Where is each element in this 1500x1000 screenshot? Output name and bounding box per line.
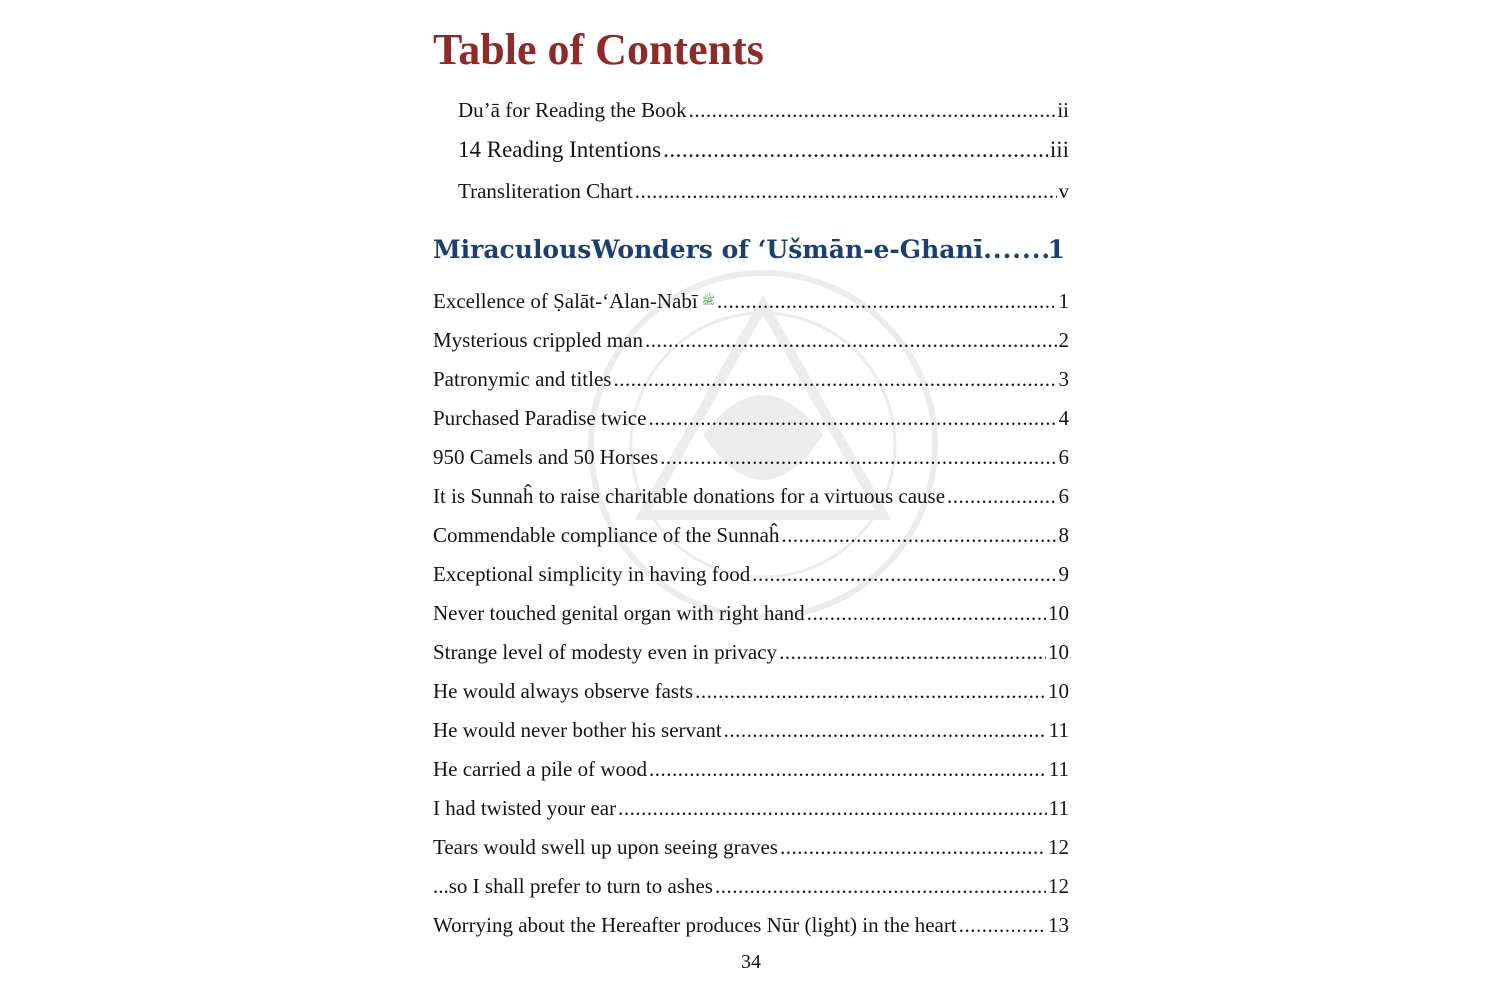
- dot-leader: [947, 481, 1056, 511]
- dot-leader: [807, 598, 1046, 628]
- dot-leader: [752, 559, 1056, 589]
- dot-leader: [780, 832, 1046, 862]
- toc-entry-label: Never touched genital organ with right hand: [433, 601, 805, 625]
- chapter-page-number: 1: [1047, 235, 1065, 264]
- toc-page-number: 6: [1058, 445, 1069, 469]
- toc-entry-label: Patronymic and titles: [433, 367, 612, 391]
- dot-leader: [663, 135, 1048, 165]
- toc-page-number: 2: [1058, 328, 1069, 352]
- toc-entry-label: Worrying about the Hereafter produces Nūr (light) in the heart: [433, 913, 957, 937]
- toc-page-number: 9: [1058, 562, 1069, 586]
- toc-chapter-heading[interactable]: [433, 232, 1065, 268]
- page-title: Table of Contents: [433, 25, 764, 74]
- toc-entry[interactable]: [433, 442, 1069, 472]
- toc-entry-label: Du’ā for Reading the Book: [458, 98, 687, 122]
- toc-entry-label: He would never bother his servant: [433, 718, 722, 742]
- dot-leader: [649, 754, 1047, 784]
- toc-entry[interactable]: [433, 325, 1069, 355]
- toc-page-number: 11: [1048, 796, 1069, 820]
- dot-leader: [695, 676, 1046, 706]
- toc-entry-label: Strange level of modesty even in privacy: [433, 640, 778, 664]
- toc-entry-intentions[interactable]: [458, 135, 1069, 165]
- toc-entry-label: He would always observe fasts: [433, 679, 694, 703]
- toc-entry[interactable]: [433, 520, 1069, 550]
- toc-entry[interactable]: [433, 832, 1069, 862]
- toc-entry-label: ...so I shall prefer to turn to ashes: [433, 874, 713, 898]
- toc-page-number: ii: [1057, 98, 1069, 122]
- toc-entry-label: Mysterious crippled man: [433, 328, 643, 352]
- toc-page-number: 12: [1048, 874, 1069, 898]
- toc-page-number: 10: [1048, 640, 1069, 664]
- dot-leader: [779, 637, 1046, 667]
- toc-entry[interactable]: [433, 871, 1069, 901]
- toc-entry[interactable]: [433, 754, 1069, 784]
- dot-leader: [959, 910, 1046, 940]
- dot-leader: [660, 442, 1056, 472]
- toc-entry-label: Exceptional simplicity in having food: [433, 562, 751, 586]
- dot-leader: [717, 286, 1056, 316]
- toc-entry[interactable]: [433, 637, 1069, 667]
- toc-entry[interactable]: [433, 598, 1069, 628]
- salawat-icon: ﷺ: [701, 294, 716, 307]
- toc-page-number: 8: [1058, 523, 1069, 547]
- dot-leader: [635, 176, 1057, 206]
- toc-entry-label: 14 Reading Intentions: [458, 137, 662, 162]
- toc-entry-label: Purchased Paradise twice: [433, 406, 647, 430]
- dot-leader: [648, 403, 1056, 433]
- dot-leader: [689, 95, 1056, 125]
- toc-entry-label: It is Sunnaĥ to raise charitable donations for a virtuous cause: [433, 484, 946, 508]
- toc-entry[interactable]: [433, 559, 1069, 589]
- toc-entry-label: I had twisted your ear: [433, 796, 617, 820]
- dot-leader: [724, 715, 1047, 745]
- dot-leader: [645, 325, 1057, 355]
- dot-leader: [715, 871, 1046, 901]
- dot-leader: [613, 364, 1056, 394]
- toc-entry-label: Transliteration Chart: [458, 179, 633, 203]
- chapter-title: MiraculousWonders of ‘Ušmān-e-Ghanī: [433, 235, 984, 264]
- toc-entry[interactable]: [433, 403, 1069, 433]
- toc-entry-label: 950 Camels and 50 Horses: [433, 445, 659, 469]
- toc-page-number: 11: [1048, 757, 1069, 781]
- toc-page-number: 11: [1048, 718, 1069, 742]
- toc-page-number: 12: [1048, 835, 1069, 859]
- toc-entry[interactable]: [433, 793, 1069, 823]
- toc-entry[interactable]: [433, 481, 1069, 511]
- toc-page-number: 10: [1048, 601, 1069, 625]
- toc-entry[interactable]: [433, 910, 1069, 940]
- toc-entry[interactable]: [433, 676, 1069, 706]
- toc-page-number: 6: [1058, 484, 1069, 508]
- toc-page-number: 4: [1058, 406, 1069, 430]
- toc-page-number: 10: [1048, 679, 1069, 703]
- toc-page-number: 1: [1058, 289, 1069, 313]
- toc-entry[interactable]: [433, 286, 1069, 320]
- dot-leader: [618, 793, 1047, 823]
- toc-entry-dua[interactable]: [458, 95, 1069, 125]
- toc-entry-transliteration[interactable]: [458, 176, 1069, 206]
- toc-entry-label: Tears would swell up upon seeing graves: [433, 835, 778, 859]
- toc-page-number: 3: [1058, 367, 1069, 391]
- toc-page-number: v: [1058, 179, 1069, 203]
- page-number: 34: [741, 951, 761, 973]
- toc-entry-label: Commendable compliance of the Sunnaĥ: [433, 523, 780, 547]
- toc-page-number: iii: [1049, 137, 1069, 162]
- toc-entry[interactable]: [433, 715, 1069, 745]
- toc-entry[interactable]: [433, 364, 1069, 394]
- dot-leader: [781, 520, 1056, 550]
- dot-leader: [983, 232, 1047, 268]
- toc-entry-label: Excellence of Ṣalāt-‘Alan-Nabī ﷺ: [433, 286, 715, 320]
- toc-page-number: 13: [1048, 913, 1069, 937]
- toc-page: [433, 0, 1073, 1000]
- toc-entry-label: He carried a pile of wood: [433, 757, 647, 781]
